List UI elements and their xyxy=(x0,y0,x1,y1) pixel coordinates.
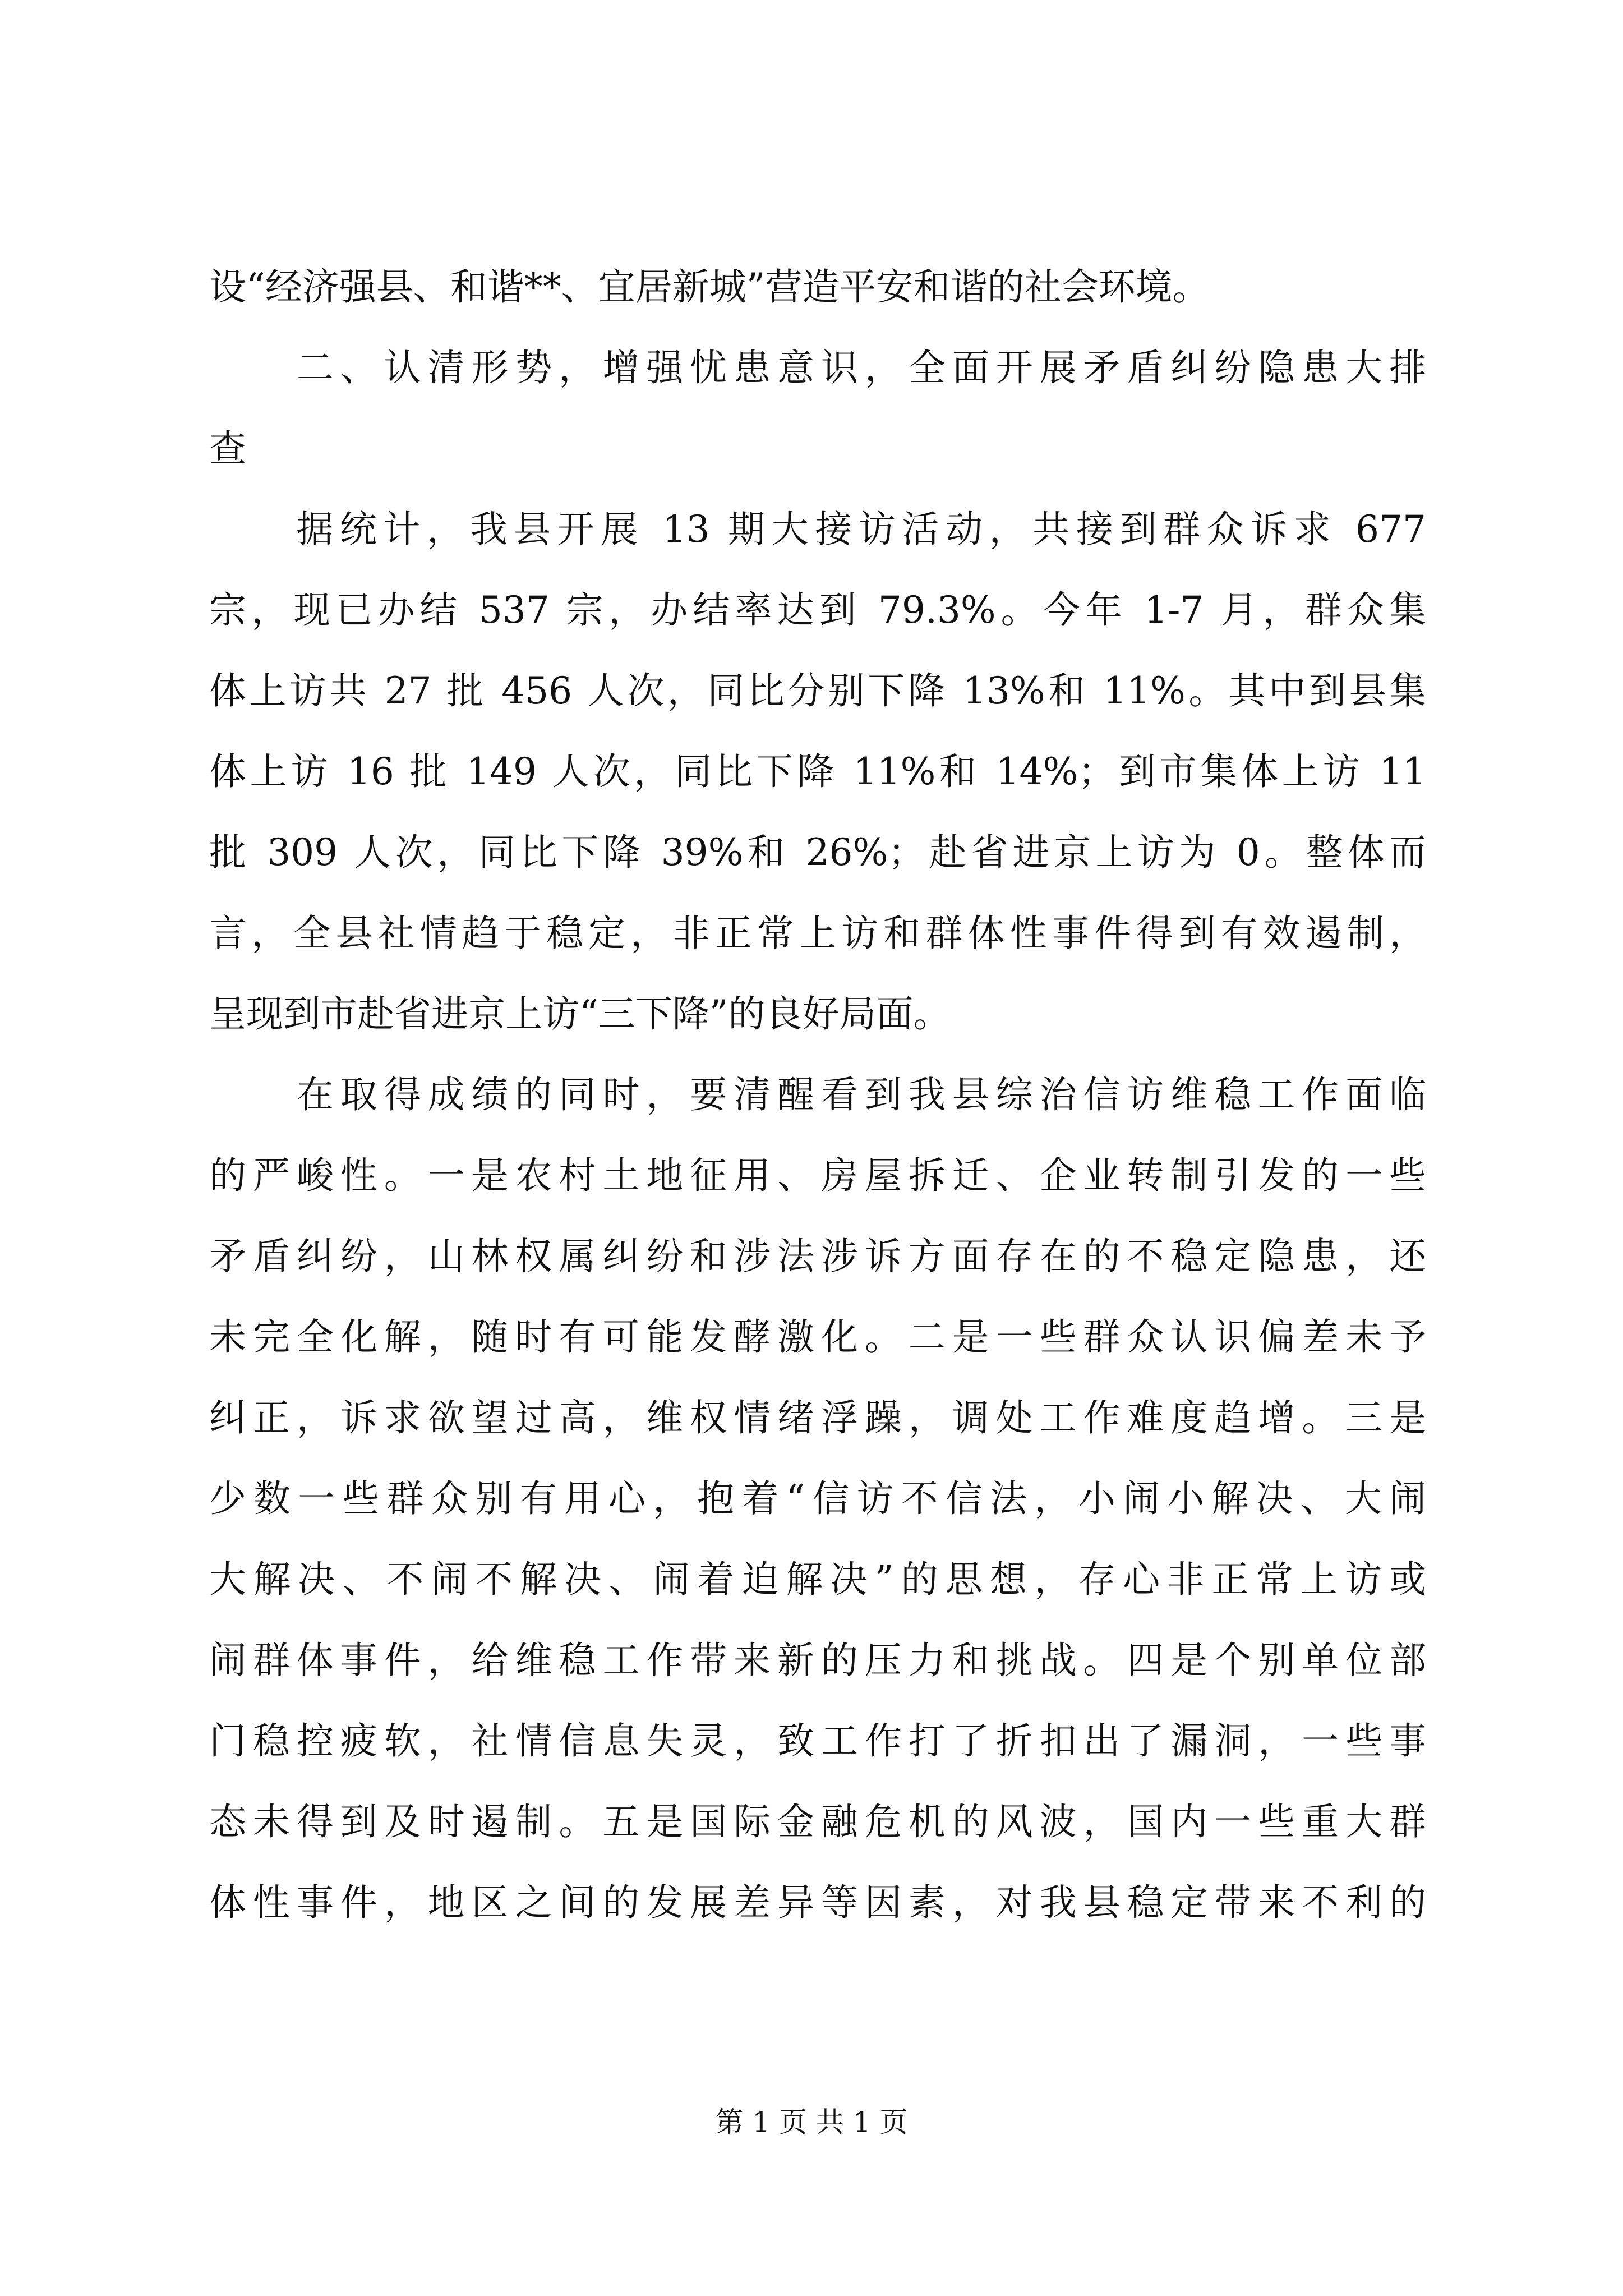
text-line: 体上访共 27 批 456 人次，同比分别下降 13%和 11%。其中到县集 xyxy=(209,669,1426,712)
text-line: 言，全县社情趋于稳定，非正常上访和群体性事件得到有效遏制， xyxy=(209,912,1426,955)
text-line: 宗，现已办结 537 宗，办结率达到 79.3%。今年 1-7 月，群众集 xyxy=(209,588,1426,632)
text-line: 大解决、不闹不解决、闹着迫解决”的思想，存心非正常上访或 xyxy=(209,1558,1426,1601)
text-line: 未完全化解，随时有可能发酵激化。二是一些群众认识偏差未予 xyxy=(209,1315,1426,1359)
text-line: 在取得成绩的同时，要清醒看到我县综治信访维稳工作面临 xyxy=(209,1073,1426,1116)
text-line: 矛盾纠纷，山林权属纠纷和涉法涉诉方面存在的不稳定隐患，还 xyxy=(209,1235,1426,1278)
text-line: 少数一些群众别有用心，抱着“信访不信法，小闹小解决、大闹 xyxy=(209,1477,1426,1520)
text-line: 门稳控疲软，社情信息失灵，致工作打了折扣出了漏洞，一些事 xyxy=(209,1719,1426,1763)
text-line: 设“经济强县、和谐**、宜居新城”营造平安和谐的社会环境。 xyxy=(209,265,1210,309)
body-text xyxy=(209,247,1426,1943)
text-line: 呈现到市赴省进京上访“三下降”的良好局面。 xyxy=(209,992,951,1036)
text-line: 据统计，我县开展 13 期大接访活动，共接到群众诉求 677 xyxy=(209,508,1426,551)
text-line: 态未得到及时遏制。五是国际金融危机的风波，国内一些重大群 xyxy=(209,1800,1426,1843)
text-line: 纠正，诉求欲望过高，维权情绪浮躁，调处工作难度趋增。三是 xyxy=(209,1396,1426,1439)
text-line: 闹群体事件，给维稳工作带来新的压力和挑战。四是个别单位部 xyxy=(209,1639,1426,1682)
page-number: 第 1 页 共 1 页 xyxy=(715,2106,908,2138)
text-line: 体性事件，地区之间的发展差异等因素，对我县稳定带来不利的 xyxy=(209,1881,1426,1924)
page-footer xyxy=(0,2102,1623,2142)
section-heading-line: 查 xyxy=(209,427,246,470)
section-heading-line: 二、认清形势，增强忧患意识，全面开展矛盾纠纷隐患大排 xyxy=(209,346,1426,389)
text-line: 的严峻性。一是农村土地征用、房屋拆迁、企业转制引发的一些 xyxy=(209,1154,1426,1197)
text-line: 体上访 16 批 149 人次，同比下降 11%和 14%；到市集体上访 11 xyxy=(209,750,1426,793)
text-line: 批 309 人次，同比下降 39%和 26%；赴省进京上访为 0。整体而 xyxy=(209,831,1426,874)
